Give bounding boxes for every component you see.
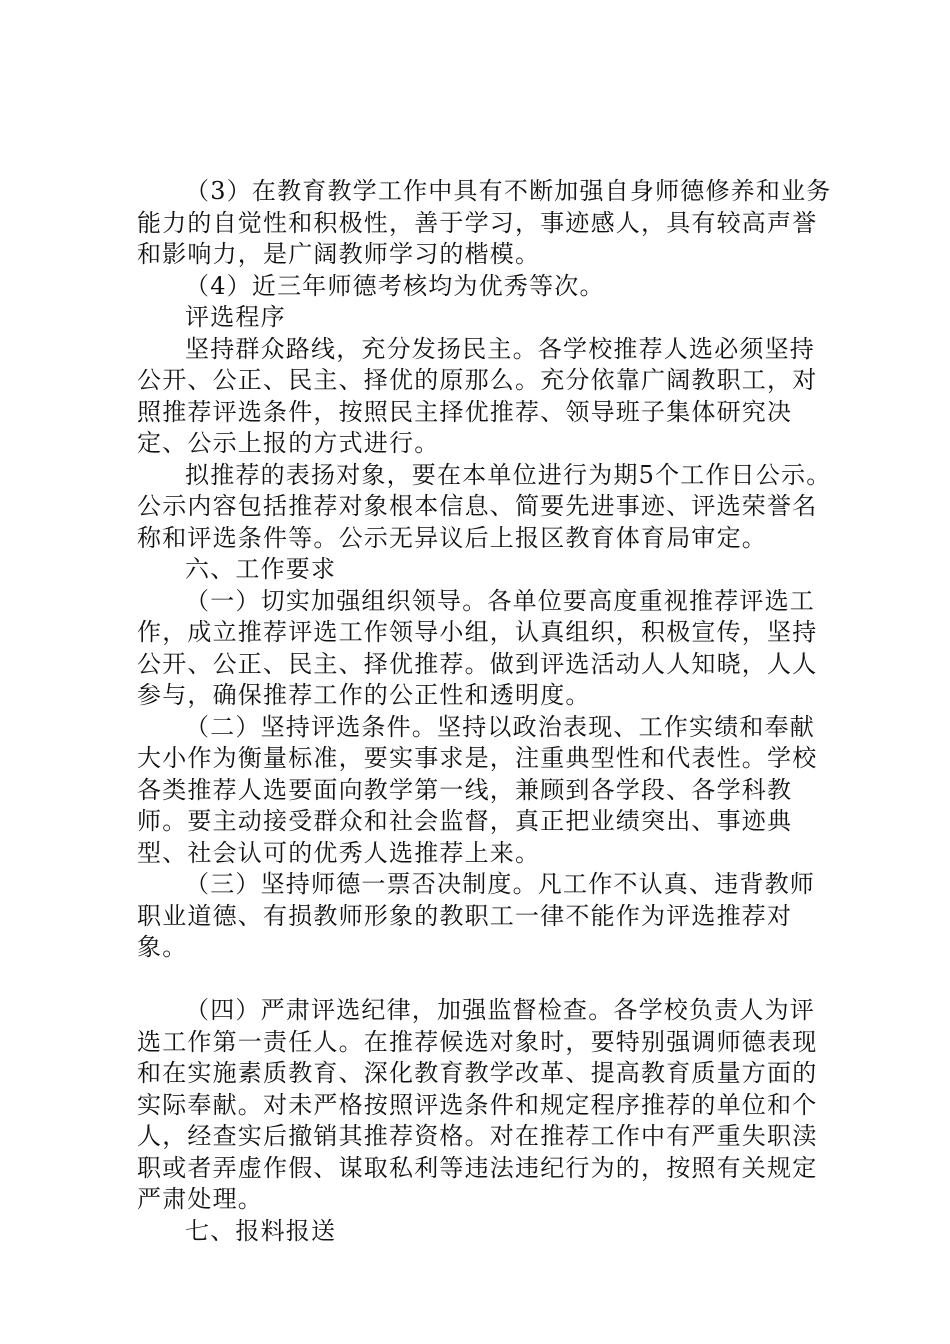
document-body <box>137 176 837 1247</box>
criteria-item-3: （3）在教育教学工作中具有不断加强自身师德修养和业务能力的自觉性和积极性，善于学习，事迹感人，具有较高声誉和影响力，是广阔教师学习的楷模。 <box>137 177 832 268</box>
paragraph-gap <box>137 964 837 996</box>
requirement-item-1: （一）切实加强组织领导。各单位要高度重视推荐评选工作，成立推荐评选工作领导小组，认真组织，积极宣传，坚持公开、公正、民主、择优推荐。做到评选活动人人知晓，人人参与，确保推荐工作的公正性和透明度。 <box>137 586 818 709</box>
procedure-paragraph-2: 拟推荐的表扬对象，要在本单位进行为期5个工作日公示。公示内容包括推荐对象根本信息、简要先进事迹、评选荣誉名称和评选条件等。公示无异议后上报区教育体育局审定。 <box>137 460 832 552</box>
requirement-item-4: （四）严肃评选纪律，加强监督检查。各学校负责人为评选工作第一责任人。在推荐候选对象时，要特别强调师德表现和在实施素质教育、深化教育教学改革、提高教育质量方面的实际奉献。对未严格按照评选条件和规定程序推荐的单位和个人，经查实后撤销其推荐资格。对在推荐工作中有严重失职渎职或者弄虚作假、谋取私利等违法违纪行为的，按照有关规定严肃处理。 <box>137 996 818 1213</box>
procedure-paragraph-1: 坚持群众路线，充分发扬民主。各学校推荐人选必须坚持公开、公正、民主、择优的原那么。充分依靠广阔教职工，对照推荐评选条件，按照民主择优推荐、领导班子集体研究决定、公示上报的方式进行。 <box>137 334 818 457</box>
section-heading-submission: 七、报料报送 <box>185 1216 337 1245</box>
section-heading-selection-procedure: 评选程序 <box>185 303 286 331</box>
requirement-item-3: （三）坚持师德一票否决制度。凡工作不认真、违背教师职业道德、有损教师形象的教职工一律不能作为评选推荐对象。 <box>137 870 815 961</box>
requirement-item-2: （二）坚持评选条件。坚持以政治表现、工作实绩和奉献大小作为衡量标准，要实事求是，注重典型性和代表性。学校各类推荐人选要面向教学第一线，兼顾到各学段、各学科教师。要主动接受群众和社会监督，真正把业绩突出、事迹典型、社会认可的优秀人选推荐上来。 <box>137 712 818 867</box>
criteria-item-4: （4）近三年师德考核均为优秀等次。 <box>185 271 605 300</box>
section-heading-work-requirements: 六、工作要求 <box>185 555 337 583</box>
